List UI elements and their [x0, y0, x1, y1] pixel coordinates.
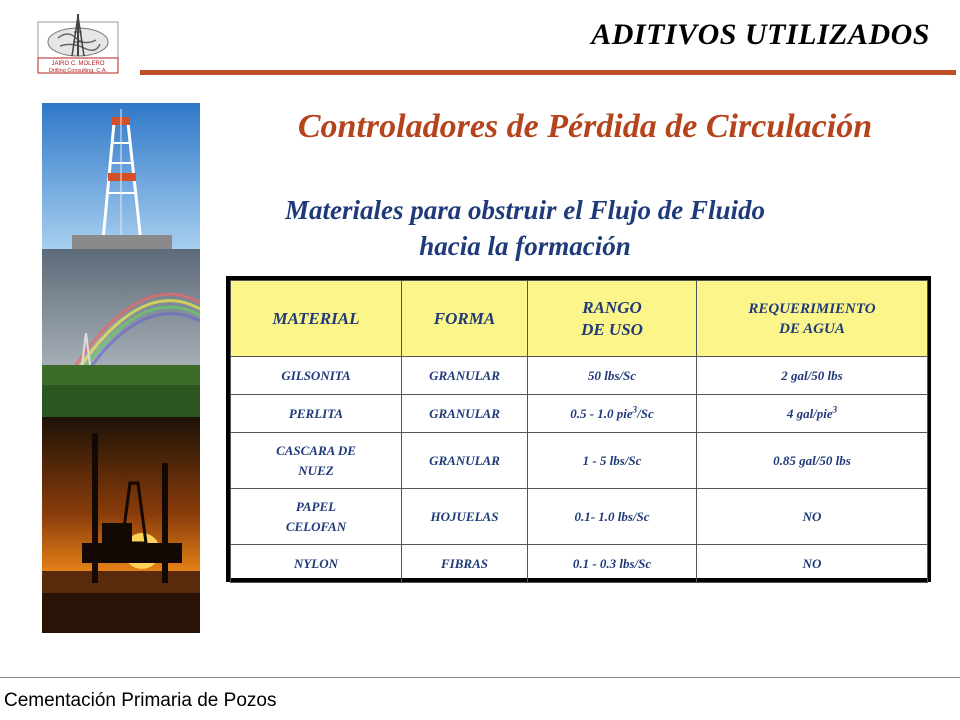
drilling-rig-photo	[42, 103, 200, 251]
cell-forma: HOJUELAS	[402, 489, 528, 545]
header-req-line-1: REQUERIMIENTO	[748, 300, 876, 317]
cell-rango-value: 0.5 - 1.0 pie	[570, 405, 633, 421]
photo-strip	[42, 103, 200, 633]
table-row	[231, 433, 928, 489]
cell-material: NYLON	[231, 545, 402, 583]
table-row	[231, 395, 928, 433]
header-rango-line-1: RANGO	[582, 297, 642, 317]
cell-material-line-1: CASCARA DE	[276, 442, 356, 458]
cell-rango: 1 - 5 lbs/Sc	[528, 433, 697, 489]
cell-requerimiento: NO	[697, 489, 928, 545]
subtitle-line-2: hacia la formación	[419, 231, 631, 261]
header-title: ADITIVOS UTILIZADOS	[591, 18, 930, 51]
subtitle	[230, 192, 820, 264]
logo-company-text: Drilling Consulting, C.A.	[48, 68, 108, 74]
table-header-row	[231, 281, 928, 357]
header-rango	[528, 281, 697, 357]
footer-divider	[0, 677, 960, 678]
rainbow-field-photo	[42, 249, 200, 419]
table-row	[231, 489, 928, 545]
cell-material	[231, 433, 402, 489]
table-row	[231, 545, 928, 583]
header-material: MATERIAL	[231, 281, 402, 357]
cell-rango	[528, 395, 697, 433]
cell-forma: FIBRAS	[402, 545, 528, 583]
cell-material: PERLITA	[231, 395, 402, 433]
offshore-platform-photo	[42, 417, 200, 633]
cell-rango-unit: /Sc	[637, 405, 654, 421]
cell-material-line-2: CELOFAN	[285, 518, 347, 534]
header-rango-line-2: DE USO	[581, 319, 643, 339]
cell-rango: 0.1- 1.0 lbs/Sc	[528, 489, 697, 545]
cell-rango: 50 lbs/Sc	[528, 357, 697, 395]
cell-forma: GRANULAR	[402, 357, 528, 395]
header-divider	[140, 70, 956, 75]
header-forma: FORMA	[402, 281, 528, 357]
logo-name-text: JAIRO C. MOLERO	[51, 61, 105, 67]
header-requerimiento	[697, 281, 928, 357]
cell-material-line-1: PAPEL	[295, 498, 337, 514]
cell-requerimiento: 0.85 gal/50 lbs	[697, 433, 928, 489]
cell-requerimiento	[697, 395, 928, 433]
footer-text: Cementación Primaria de Pozos	[4, 690, 277, 711]
header-req-line-2: DE AGUA	[779, 320, 845, 337]
company-logo	[36, 12, 120, 74]
main-title: Controladores de Pérdida de Circulación	[297, 108, 873, 145]
cell-forma: GRANULAR	[402, 433, 528, 489]
cell-material	[231, 489, 402, 545]
cell-req-value: 4 gal/pie	[786, 405, 833, 421]
cell-req-exponent: 3	[832, 404, 838, 415]
subtitle-line-1: Materiales para obstruir el Flujo de Fluido	[284, 195, 766, 225]
cell-requerimiento: NO	[697, 545, 928, 583]
cell-forma: GRANULAR	[402, 395, 528, 433]
cell-material: GILSONITA	[231, 357, 402, 395]
additives-table	[226, 276, 931, 582]
cell-material-line-2: NUEZ	[298, 462, 334, 478]
cell-rango-exponent: 3	[632, 404, 638, 415]
table-row	[231, 357, 928, 395]
cell-requerimiento: 2 gal/50 lbs	[697, 357, 928, 395]
cell-rango: 0.1 - 0.3 lbs/Sc	[528, 545, 697, 583]
